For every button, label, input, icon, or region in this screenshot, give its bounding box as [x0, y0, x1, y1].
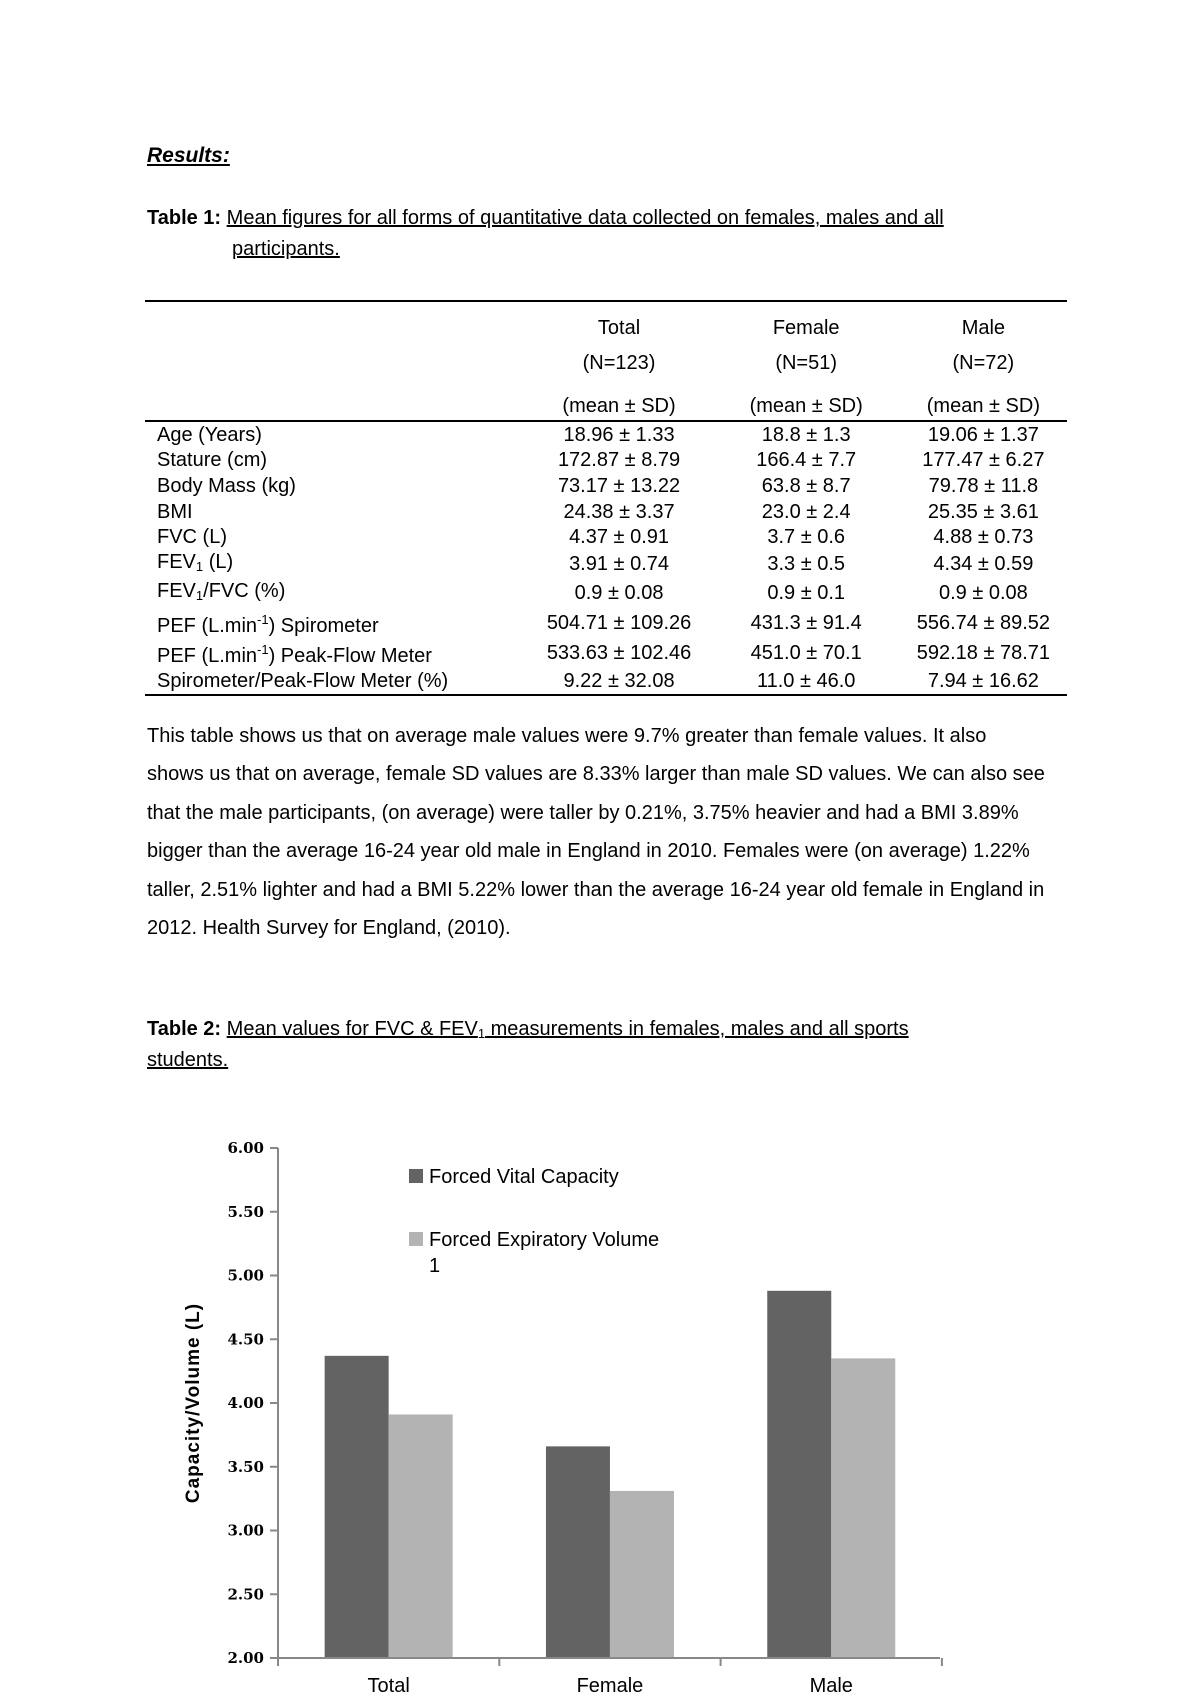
- legend-label: 1: [429, 1255, 441, 1277]
- cell-total: 172.87 ± 8.79: [557, 449, 681, 472]
- col-header-female: Female: [713, 301, 900, 344]
- col-n-female: (N=51): [775, 351, 838, 374]
- legend-swatch: [409, 1169, 423, 1183]
- bar: [610, 1491, 674, 1658]
- table-row: [145, 579, 1067, 608]
- y-axis-title: Capacity/Volume (L): [183, 1302, 204, 1504]
- y-tick-label: 2.00: [227, 1649, 264, 1667]
- col-stat-female: (mean ± SD): [713, 382, 900, 421]
- table-row: [145, 499, 1067, 525]
- cell-total: 73.17 ± 13.22: [557, 474, 681, 497]
- label-text: ) Peak-Flow Meter: [268, 644, 432, 667]
- y-tick-label: 3.50: [227, 1457, 264, 1476]
- row-label: Body Mass (kg): [157, 474, 296, 497]
- cell-total: 0.9 ± 0.08: [574, 582, 664, 605]
- y-tick-label: 4.00: [227, 1394, 264, 1412]
- cell-male: 4.34 ± 0.59: [933, 553, 1034, 576]
- results-heading: Results:: [147, 144, 230, 167]
- label-text: PEF (L.min: [157, 614, 258, 637]
- legend-label: Forced Vital Capacity: [429, 1166, 619, 1188]
- y-tick-label: 2.50: [227, 1585, 264, 1604]
- row-label: BMI: [157, 500, 193, 523]
- table-row: [145, 448, 1067, 474]
- table-row: [145, 524, 1067, 550]
- x-tick-label: Male: [809, 1675, 853, 1697]
- label-text: /FVC (%): [203, 579, 286, 602]
- label-subscript: 1: [195, 587, 204, 603]
- table1-caption: [147, 199, 944, 237]
- cell-female: 18.8 ± 1.3: [761, 423, 851, 446]
- cell-female: 0.9 ± 0.1: [767, 582, 846, 605]
- label-subscript: 1: [195, 558, 204, 574]
- bar: [325, 1356, 389, 1658]
- table-row: [145, 668, 1067, 695]
- label-text: FEV: [157, 579, 196, 602]
- cell-male: 592.18 ± 78.71: [916, 641, 1051, 664]
- cell-female: 63.8 ± 8.7: [761, 474, 851, 497]
- bar: [389, 1414, 453, 1658]
- cell-total: 9.22 ± 32.08: [525, 668, 712, 695]
- bar: [767, 1291, 831, 1658]
- cell-female: 23.0 ± 2.4: [761, 500, 851, 523]
- cell-male: 7.94 ± 16.62: [900, 668, 1067, 695]
- table-row: [145, 473, 1067, 499]
- table1-caption-label: Table 1:: [147, 207, 222, 229]
- cell-total: 533.63 ± 102.46: [546, 641, 692, 664]
- table2-caption-line2: students.: [147, 1049, 229, 1071]
- row-label: Age (Years): [157, 423, 262, 446]
- bar: [831, 1358, 895, 1658]
- cell-female: 3.3 ± 0.5: [767, 553, 846, 576]
- cell-male: 25.35 ± 3.61: [927, 500, 1039, 523]
- row-label: Stature (cm): [157, 449, 268, 472]
- table1-caption-text: Mean figures for all forms of quantitative data collected on females, males and all: [226, 207, 944, 229]
- col-stat-total: (mean ± SD): [525, 382, 712, 421]
- cell-total: 18.96 ± 1.33: [563, 423, 675, 446]
- cell-female: 431.3 ± 91.4: [750, 611, 862, 634]
- label-text: PEF (L.min: [157, 644, 258, 667]
- table-row: [145, 550, 1067, 579]
- label-superscript: -1: [257, 641, 269, 657]
- table-row: [145, 608, 1067, 638]
- col-header-total: Total: [525, 301, 712, 344]
- legend-swatch: [409, 1232, 423, 1246]
- header-empty: [145, 301, 525, 344]
- caption-text: measurements in females, males and all sports: [485, 1018, 909, 1040]
- table1-caption-line2: participants.: [232, 238, 340, 260]
- cell-female: 11.0 ± 46.0: [713, 668, 900, 695]
- y-tick-label: 4.50: [227, 1330, 264, 1349]
- y-tick-label: 3.00: [227, 1521, 264, 1540]
- caption-text: Mean values for FVC & FEV: [226, 1018, 478, 1040]
- row-label: [145, 579, 525, 608]
- table1: [145, 300, 1067, 696]
- cell-female: 166.4 ± 7.7: [756, 449, 857, 472]
- row-label: [145, 550, 525, 579]
- label-text: ) Spirometer: [268, 614, 379, 637]
- header-empty: [145, 344, 525, 382]
- cell-total: 3.91 ± 0.74: [569, 553, 670, 576]
- label-superscript: -1: [257, 611, 269, 627]
- table-row: [145, 421, 1067, 448]
- y-tick-label: 5.00: [227, 1266, 264, 1285]
- table2-caption-text: [227, 1018, 909, 1040]
- cell-total: 24.38 ± 3.37: [563, 500, 675, 523]
- col-n-total: (N=123): [582, 351, 656, 374]
- row-label: Spirometer/Peak-Flow Meter (%): [145, 668, 525, 695]
- cell-female: 3.7 ± 0.6: [767, 526, 846, 549]
- y-tick-label: 5.50: [227, 1202, 264, 1221]
- cell-male: 19.06 ± 1.37: [927, 423, 1039, 446]
- y-tick-label: 6.00: [227, 1139, 264, 1157]
- cell-total: 4.37 ± 0.91: [569, 526, 670, 549]
- row-label: [145, 638, 525, 668]
- table2-caption: [147, 1010, 909, 1053]
- results-paragraph: This table shows us that on average male values were 9.7% greater than female values. It also shows us that on average, female SD values are 8.33% larger than male SD values. We can also see that the male participants, (on average) were taller by 0.21%, 3.75% heavier and had a BMI 3.89% bigger than the average 16-24 year old male in England in 2010. Females were (on average) 1.22% taller, 2.51% lighter and had a BMI 5.22% lower than the average 16-24 year old female in England in 2012. Health Survey for England, (2010).: [147, 725, 1045, 940]
- label-text: (L): [203, 550, 234, 573]
- col-n-male: (N=72): [952, 351, 1015, 374]
- row-label: [145, 608, 525, 638]
- bar-chart: [0, 1110, 1200, 1698]
- table2-caption-label: Table 2:: [147, 1018, 222, 1040]
- bar: [546, 1446, 610, 1658]
- cell-male: 0.9 ± 0.08: [938, 582, 1028, 605]
- cell-male: 177.47 ± 6.27: [922, 449, 1045, 472]
- x-tick-label: Total: [367, 1675, 410, 1697]
- cell-total: 504.71 ± 109.26: [546, 611, 692, 634]
- cell-male: 4.88 ± 0.73: [933, 526, 1034, 549]
- col-stat-male: (mean ± SD): [900, 382, 1067, 421]
- label-text: FEV: [157, 550, 196, 573]
- cell-female: 451.0 ± 70.1: [750, 641, 862, 664]
- legend-label: Forced Expiratory Volume: [429, 1229, 660, 1251]
- table-row: [145, 638, 1067, 668]
- col-header-male: Male: [900, 301, 1067, 344]
- header-empty: [145, 382, 525, 421]
- caption-subscript: 1: [477, 1026, 486, 1041]
- row-label: FVC (L): [157, 526, 227, 549]
- cell-male: 79.78 ± 11.8: [928, 474, 1039, 497]
- x-tick-label: Female: [576, 1675, 644, 1697]
- cell-male: 556.74 ± 89.52: [916, 611, 1051, 634]
